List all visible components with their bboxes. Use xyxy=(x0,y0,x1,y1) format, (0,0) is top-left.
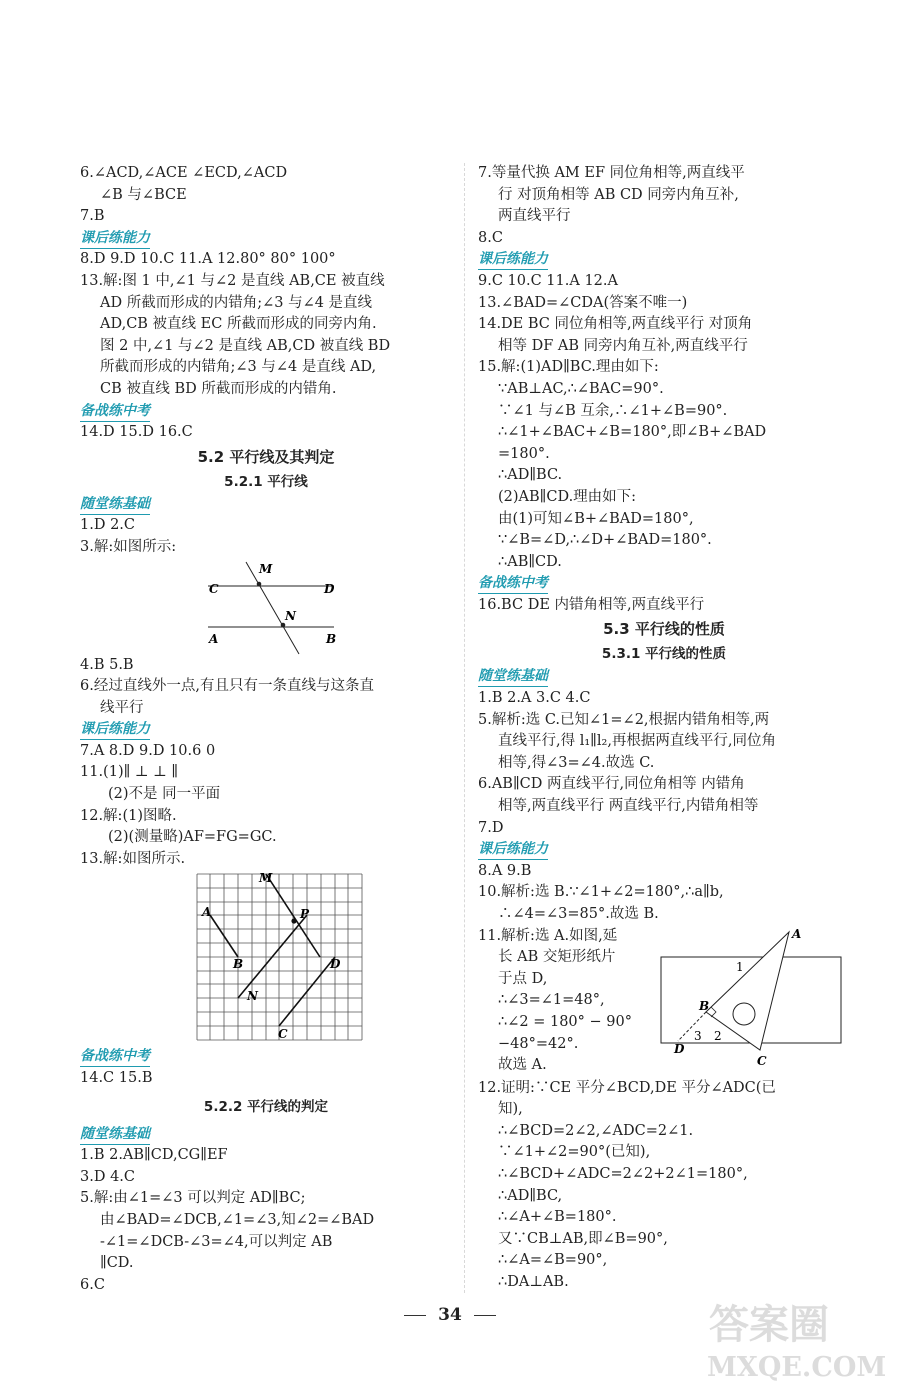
section-label: 课后练能力 xyxy=(478,250,548,270)
fig2-label-m: M xyxy=(259,871,273,886)
answer-line: ∴∠A=∠B=90°, xyxy=(498,1252,608,1269)
left-column xyxy=(80,163,452,1296)
answer-line: ∵∠1 与∠B 互余,∴∠1+∠B=90°. xyxy=(498,402,728,419)
section-label: 课后练能力 xyxy=(80,229,150,249)
fig3-label-2: 2 xyxy=(714,1028,722,1043)
answer-line: 长 AB 交矩形纸片 xyxy=(498,949,616,966)
answer-line: 13.解:如图所示. xyxy=(80,850,186,867)
heading-5-3: 5.3 平行线的性质 xyxy=(603,620,725,639)
answer-line: =180°. xyxy=(498,445,550,462)
dash-left xyxy=(404,1315,426,1316)
fig2-label-b: B xyxy=(233,957,244,972)
fig3-label-3: 3 xyxy=(694,1028,702,1043)
answer-line: 7.D xyxy=(478,819,504,836)
q11-block xyxy=(478,926,850,1078)
answer-line: 8.A 9.B xyxy=(478,862,532,879)
answer-line: 7.等量代换 AM EF 同位角相等,两直线平 xyxy=(478,165,745,181)
answer-line: ∥CD. xyxy=(100,1255,134,1272)
section-label: 随堂练基础 xyxy=(478,667,548,687)
answer-line: 6.AB∥CD 两直线平行,同位角相等 内错角 xyxy=(478,776,745,793)
answer-line: 5.解析:选 C.已知∠1=∠2,根据内错角相等,两 xyxy=(478,711,770,728)
answer-line: 相等,得∠3=∠4.故选 C. xyxy=(498,754,655,771)
answer-line: 10.解析:选 B.∵∠1+∠2=180°,∴a∥b, xyxy=(478,884,724,901)
answer-line: (2)(测量略)AF=FG=GC. xyxy=(108,829,277,846)
watermark-title: 答案圈 xyxy=(709,1301,829,1348)
answer-line: ∴DA⊥AB. xyxy=(498,1273,569,1290)
fig3-label-d: D xyxy=(674,1041,685,1056)
fig1-label-m: M xyxy=(259,561,273,576)
answer-line: ∴∠BCD=2∠2,∠ADC=2∠1. xyxy=(498,1122,694,1139)
answer-line: 相等 DF AB 同旁内角互补,两直线平行 xyxy=(498,337,748,354)
answer-line: 4.B 5.B xyxy=(80,656,134,673)
answer-line: 7.B xyxy=(80,208,105,225)
answer-line: -∠1=∠DCB-∠3=∠4,可以判定 AB xyxy=(100,1233,333,1250)
answer-line: 两直线平行 xyxy=(498,208,571,225)
right-column xyxy=(478,163,850,1294)
heading-5-3-1: 5.3.1 平行线的性质 xyxy=(601,646,727,663)
answer-line: 5.解:由∠1=∠3 可以判定 AD∥BC; xyxy=(80,1190,306,1207)
answer-line: 故选 A. xyxy=(498,1057,547,1074)
answer-line: 14.D 15.D 16.C xyxy=(80,424,193,441)
answer-line: 14.C 15.B xyxy=(80,1070,153,1087)
l-block2 xyxy=(80,249,452,400)
dash-right xyxy=(474,1315,496,1316)
heading-5-2: 5.2 平行线及其判定 xyxy=(197,447,335,466)
fig1-label-b: B xyxy=(326,631,337,646)
answer-line: 由∠BAD=∠DCB,∠1=∠3,知∠2=∠BAD xyxy=(100,1212,375,1228)
section-label: 备战练中考 xyxy=(478,574,548,594)
answer-line: 3.D 4.C xyxy=(80,1168,135,1185)
fig3-label-a: A xyxy=(792,926,802,941)
answer-line: 12.证明:∵CE 平分∠BCD,DE 平分∠ADC(已 xyxy=(478,1079,776,1096)
fig3-label-b: B xyxy=(699,998,710,1013)
grid-svg xyxy=(80,870,452,1046)
l-block1 xyxy=(80,163,452,228)
answer-line: ∴∠A+∠B=180°. xyxy=(498,1209,617,1226)
fig1-label-n: N xyxy=(285,608,296,623)
answer-line: 相等,两直线平行 两直线平行,内错角相等 xyxy=(498,798,759,815)
answer-line: CB 被直线 BD 所截而形成的内错角. xyxy=(100,380,337,397)
answer-line: 所截而形成的内错角;∠3 与∠4 是直线 AD, xyxy=(100,359,377,376)
fig2-label-c: C xyxy=(278,1027,288,1042)
answer-line: AD 所截而形成的内错角;∠3 与∠4 是直线 xyxy=(100,294,373,311)
figure-parallel-lines xyxy=(80,559,452,655)
answer-line: 14.DE BC 同位角相等,两直线平行 对顶角 xyxy=(478,316,753,333)
fig2-label-n: N xyxy=(247,989,258,1004)
answer-line: 于点 D, xyxy=(498,970,548,987)
answer-line: (2)AB∥CD.理由如下: xyxy=(498,488,637,505)
answer-line: ∴∠4=∠3=85°.故选 B. xyxy=(498,906,659,922)
fig1-label-c: C xyxy=(209,581,219,596)
answer-line: (2)不是 同一平面 xyxy=(108,786,221,803)
answer-line: 1.B 2.AB∥CD,CG∥EF xyxy=(80,1147,228,1164)
answer-line: ∴AD∥BC, xyxy=(498,1187,563,1204)
answer-line: 11.(1)∥ ⊥ ⊥ ∥ xyxy=(80,764,179,781)
section-label: 随堂练基础 xyxy=(80,495,150,515)
answer-line: 行 对顶角相等 AB CD 同旁内角互补, xyxy=(498,186,739,203)
answer-line: 12.解:(1)图略. xyxy=(80,807,177,824)
answer-line: 11.解析:选 A.如图,延 xyxy=(478,927,618,944)
heading-5-2-2: 5.2.2 平行线的判定 xyxy=(203,1098,329,1115)
answer-line: 3.解:如图所示: xyxy=(80,538,177,555)
page-number-text: 34 xyxy=(438,1305,462,1325)
answer-line: 13.∠BAD=∠CDA(答案不唯一) xyxy=(478,294,688,311)
answer-line: ∴∠BCD+∠ADC=2∠2+2∠1=180°, xyxy=(498,1165,748,1182)
figure-grid xyxy=(80,870,452,1046)
answer-line: ∴AB∥CD. xyxy=(498,553,562,570)
answer-line: 9.C 10.C 11.A 12.A xyxy=(478,272,618,289)
answer-line: 6.经过直线外一点,有且只有一条直线与这条直 xyxy=(80,678,374,695)
answer-line: 线平行 xyxy=(100,699,144,716)
section-label: 备战练中考 xyxy=(80,402,150,422)
answer-line: 8.D 9.D 10.C 11.A 12.80° 80° 100° xyxy=(80,251,336,268)
fig3-label-c: C xyxy=(757,1053,767,1068)
answer-line: 6.∠ACD,∠ACE ∠ECD,∠ACD xyxy=(80,165,288,181)
answer-line: 1.D 2.C xyxy=(80,517,135,534)
fig1-label-d: D xyxy=(324,581,335,596)
answer-line: ∴∠3=∠1=48°, xyxy=(498,992,605,1009)
answer-line: 15.解:(1)AD∥BC.理由如下: xyxy=(478,359,659,376)
answer-line: ∵∠1+∠2=90°(已知), xyxy=(498,1144,651,1161)
answer-line: 13.解:图 1 中,∠1 与∠2 是直线 AB,CE 被直线 xyxy=(80,272,385,289)
answer-line: 8.C xyxy=(478,229,503,246)
section-label: 备战练中考 xyxy=(80,1047,150,1067)
answer-line: 又∵CB⊥AB,即∠B=90°, xyxy=(498,1230,668,1247)
watermark-logo xyxy=(701,1294,886,1384)
rect-paper-figure xyxy=(656,926,850,1078)
section-label: 课后练能力 xyxy=(80,720,150,740)
answer-line: ∴AD∥BC. xyxy=(498,467,563,484)
answer-line: ∵∠B=∠D,∴∠D+∠BAD=180°. xyxy=(498,532,712,549)
answer-line: ∴∠1+∠BAC+∠B=180°,即∠B+∠BAD xyxy=(498,424,767,441)
answer-line: 知), xyxy=(498,1101,523,1118)
answer-line: AD,CB 被直线 EC 所截而形成的同旁内角. xyxy=(100,316,377,333)
heading-5-2-1: 5.2.1 平行线 xyxy=(224,473,308,490)
fig3-label-1: 1 xyxy=(736,959,744,974)
fig2-label-a: A xyxy=(202,905,212,920)
answer-line: 图 2 中,∠1 与∠2 是直线 AB,CD 被直线 BD xyxy=(100,337,391,354)
answer-line: 16.BC DE 内错角相等,两直线平行 xyxy=(478,596,705,613)
watermark-url: MXQE.COM xyxy=(707,1352,886,1383)
fig1-label-a: A xyxy=(209,631,219,646)
answer-line: 7.A 8.D 9.D 10.6 0 xyxy=(80,742,216,759)
column-divider xyxy=(464,163,465,1293)
fig2-label-p: P xyxy=(300,907,310,922)
answer-line: 1.B 2.A 3.C 4.C xyxy=(478,690,591,707)
parallel-lines-svg xyxy=(80,559,452,655)
answer-line: ∴∠2 = 180° − 90° xyxy=(498,1013,632,1030)
answer-line: ∵AB⊥AC,∴∠BAC=90°. xyxy=(498,380,664,397)
section-label: 课后练能力 xyxy=(478,840,548,860)
answer-line: 6.C xyxy=(80,1276,105,1293)
answer-line: ∠B 与∠BCE xyxy=(100,186,187,203)
answer-line: 直线平行,得 l₁∥l₂,再根据两直线平行,同位角 xyxy=(498,733,777,750)
answer-line: 由(1)可知∠B+∠BAD=180°, xyxy=(498,510,694,527)
answer-line: −48°=42°. xyxy=(498,1035,579,1052)
fig2-label-d: D xyxy=(330,957,341,972)
section-label: 随堂练基础 xyxy=(80,1125,150,1145)
